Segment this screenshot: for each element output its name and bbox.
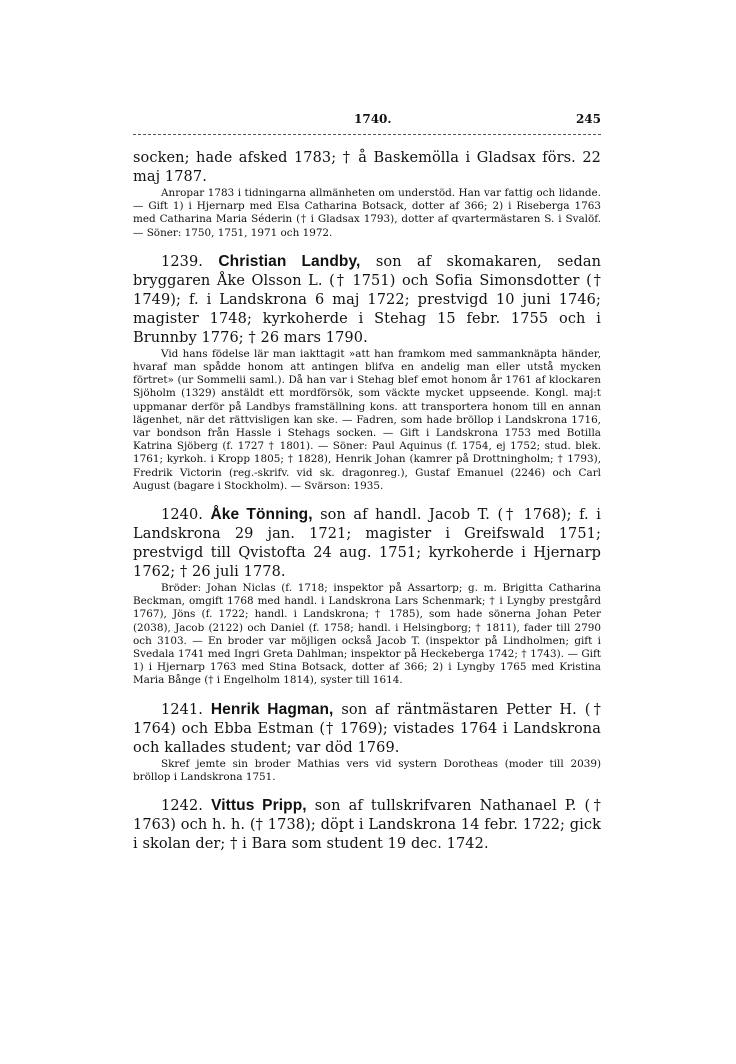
entry-name: Christian Landby, (218, 252, 361, 270)
entry-name: Vittus Pripp, (211, 797, 307, 815)
entry-number: 1241. (161, 701, 204, 718)
entry-main-text: socken; hade afsked 1783; † å Baskemölla i Gladsax förs. 22 maj 1787. (133, 150, 601, 185)
header-rule (133, 134, 601, 135)
book-page (133, 110, 601, 866)
entry-note: Skref jemte sin broder Mathias vers vid systern Dorotheas (moder till 2039) bröllop i Landskrona 1751. (133, 757, 601, 783)
entry-main-text (133, 252, 601, 348)
entry-biography: son af räntmästaren Petter H. († 1764) och Ebba Estman († 1769); vistades 1764 i Landskrona och kallades student; var död 1769. (133, 701, 601, 756)
page-header (133, 110, 601, 130)
entry-1239 (133, 252, 601, 493)
entry-note: Bröder: Johan Niclas (f. 1718; inspektor på Assartorp; g. m. Brigitta Catharina Beckman, omgift 1768 med handl. i Landskrona Lars Schenmark; † i Lyngby prestgård 1767), Jöns (f. 1722; handl. i Landskrona; † 1785), som hade sönerna Johan Peter (2038), Jacob (2122) och Daniel (f. 1758; handl. i Helsingborg; † 1811), fader till 2790 och 3103. — En broder var möjligen också Jacob T. (inspektor på Lindholmen; gift i Svedala 1741 med Ingri Greta Dahlman; inspektor på Heckeberga 1742; † 1743). — Gift 1) i Hjernarp 1763 med Stina Botsack, dotter af 366; 2) i Lyngby 1765 med Kristina Maria Bånge († i Engelholm 1814), syster till 1614. (133, 582, 601, 687)
entry-biography: son af handl. Jacob T. († 1768); f. i Landskrona 29 jan. 1721; magister i Greifswald 1751; prestvigd till Qvistofta 24 aug. 1751; kyrkoherde i Hjernarp 1762; † 26 juli 1778. (133, 507, 601, 581)
entry-number: 1239. (161, 253, 204, 270)
entry-note: Anropar 1783 i tidningarna allmänheten om understöd. Han var fattig och lidande. — Gift 1) i Hjernarp med Elsa Catharina Botsack, dotter af 366; 2) i Riseberga 1763 med Catharina Maria Séderin († i Gladsax 1793), dotter af qvartermästaren S. i Svalöf. — Söner: 1750, 1751, 1971 och 1972. (133, 187, 601, 239)
entry-number: 1242. (161, 798, 204, 815)
entry-continuation (133, 149, 601, 240)
page-number: 245 (575, 112, 601, 126)
entry-biography: son af skomakaren, sedan bryggaren Åke Olsson L. († 1751) och Sofia Simonsdotter († 1749); f. i Landskrona 6 maj 1722; prestvigd 10 juni 1746; magister 1748; kyrkoherde i Stehag 15 febr. 1755 och i Brunnby 1776; † 26 mars 1790. (133, 253, 602, 346)
entry-number: 1240. (161, 507, 204, 524)
entry-name: Henrik Hagman, (210, 700, 334, 718)
running-head-year: 1740. (354, 112, 392, 126)
entry-1242 (133, 796, 601, 854)
entry-1240 (133, 505, 601, 688)
entry-biography: son af tullskrifvaren Nathanael P. († 1763) och h. h. († 1738); döpt i Landskrona 14 febr. 1722; gick i skolan der; † i Bara som student 19 dec. 1742. (133, 798, 601, 853)
entry-1241 (133, 700, 601, 784)
entry-main-text (133, 505, 601, 582)
entry-main-text (133, 796, 601, 854)
entry-main-text (133, 700, 601, 758)
entry-note: Vid hans födelse lär man iakttagit »att han framkom med sammanknäpta händer, hvaraf man spådde honom att antingen blifva en andelig man eller utstå mycken förtret» (ur Sommelii saml.). Då han var i Stehag blef emot honom år 1761 af klockaren Sjöholm (1329) anstäldt ett mordförsök, som väckte mycket uppseende. Kongl. maj:t uppmanar derför på Landbys framställning kons. att transportera honom till en annan lägenhet, när det rättvisligen kan ske. — Fadren, som hade bröllop i Landskrona 1716, var bondson från Hassle i Stehags socken. — Gift i Landskrona 1753 med Botilla Katrina Sjöberg (f. 1727 † 1801). — Söner: Paul Aquinus (f. 1754, ej 1752; stud. blek. 1761; kyrkoh. i Kropp 1805; † 1828), Henrik Johan (kamrer på Drottningholm; † 1793), Fredrik Victorin (reg.-skrifv. vid sk. dragonreg.), Gustaf Emanuel (2246) och Carl August (bagare i Stockholm). — Svärson: 1935. (133, 347, 601, 492)
entry-name: Åke Tönning, (210, 506, 313, 524)
